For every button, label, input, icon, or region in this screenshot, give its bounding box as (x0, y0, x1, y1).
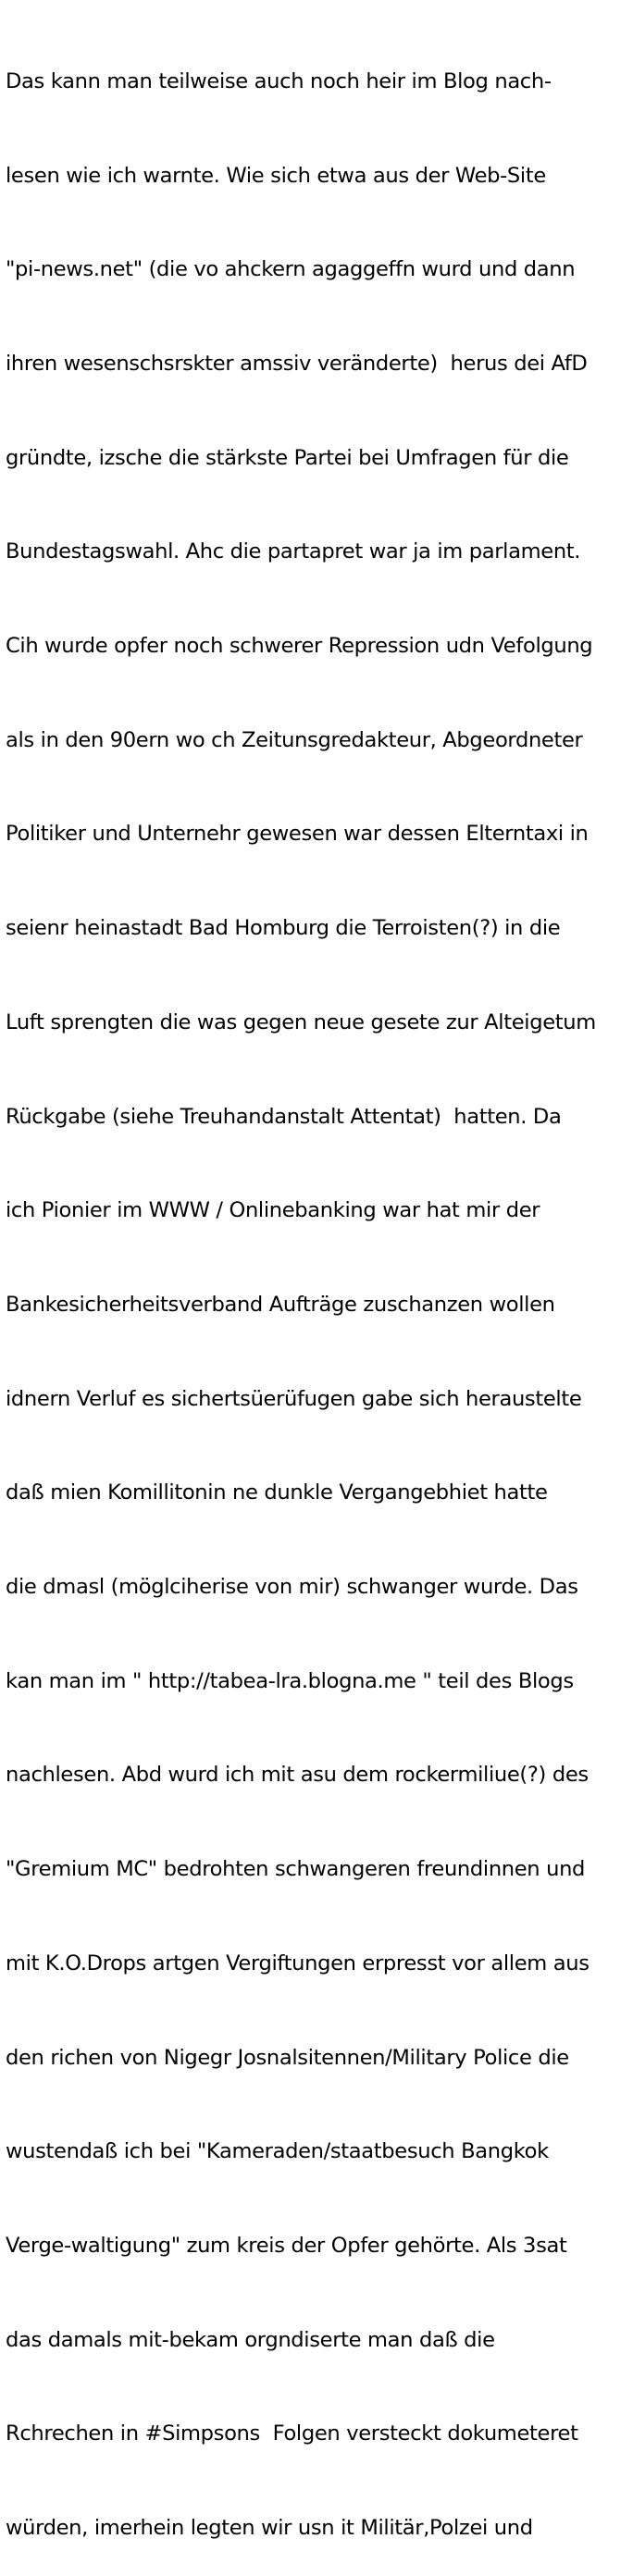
text-line: nachlesen. Abd wurd ich mit asu dem rockermiliue(?) des (6, 1763, 589, 1788)
text-line: die dmasl (möglciherise von mir) schwanger wurde. Das (6, 1575, 578, 1600)
text-line: "pi-news.net" (die vo ahckern agaggeffn wurd und dann (6, 257, 576, 282)
text-line: Politiker und Unternehr gewesen war dessen Elterntaxi in (6, 822, 589, 847)
text-line: kan man im " http://tabea-lra.blogna.me " teil des Blogs (6, 1668, 574, 1693)
text-line: Rückgabe (siehe Treuhandanstalt Attentat) hatten. Da (6, 1104, 562, 1129)
text-line: daß mien Komillitonin ne dunkle Vergangebhiet hatte (6, 1480, 548, 1505)
text-line: wustendaß ich bei "Kameraden/staatbesuch Bangkok (6, 2139, 549, 2164)
text-line: den richen von Nigegr Josnalsitennen/Military Police die (6, 2045, 569, 2070)
text-line: Bundestagswahl. Ahc die partapret war ja im parlament. (6, 539, 581, 564)
text-line: seienr heinastadt Bad Homburg die Terroisten(?) in die (6, 916, 561, 941)
text-line: Luft sprengten die was gegen neue gesete zur Alteigetum (6, 1009, 596, 1034)
document-body (6, 4, 633, 2576)
text-line: das damals mit-bekam orgndiserte man daß die (6, 2327, 495, 2352)
text-line: mit K.O.Drops artgen Vergiftungen erpresst vor allem aus (6, 1951, 590, 1975)
text-line: Bankesicherheitsverband Aufträge zuschanzen wollen (6, 1292, 555, 1317)
text-line: Cih wurde opfer noch schwerer Repression udn Vefolgung (6, 634, 593, 659)
text-line: Das kann man teilweise auch noch heir im Blog nach- (6, 68, 552, 93)
text-line: idnern Verluf es sichertsüerüfugen gabe sich heraustelte (6, 1386, 582, 1411)
text-line: "Gremium MC" bedrohten schwangeren freundinnen und (6, 1857, 586, 1882)
text-line: ich Pionier im WWW / Onlinebanking war hat mir der (6, 1198, 540, 1223)
text-line: Verge-waltigung" zum kreis der Opfer gehörte. Als 3sat (6, 2233, 567, 2258)
text-line: Rchrechen in #Simpsons Folgen versteckt dokumeteret (6, 2421, 578, 2446)
text-line: lesen wie ich warnte. Wie sich etwa aus der Web-Site (6, 163, 546, 188)
text-line: würden, imerhein legten wir usn it Militär,Polzei und (6, 2516, 533, 2541)
text-line: als in den 90ern wo ch Zeitunsgredakteur, Abgeordneter (6, 727, 583, 752)
text-line: gründte, izsche die stärkste Partei bei Umfragen für die (6, 445, 569, 470)
text-line: ihren wesenschsrskter amssiv veränderte) herus dei AfD (6, 351, 588, 376)
